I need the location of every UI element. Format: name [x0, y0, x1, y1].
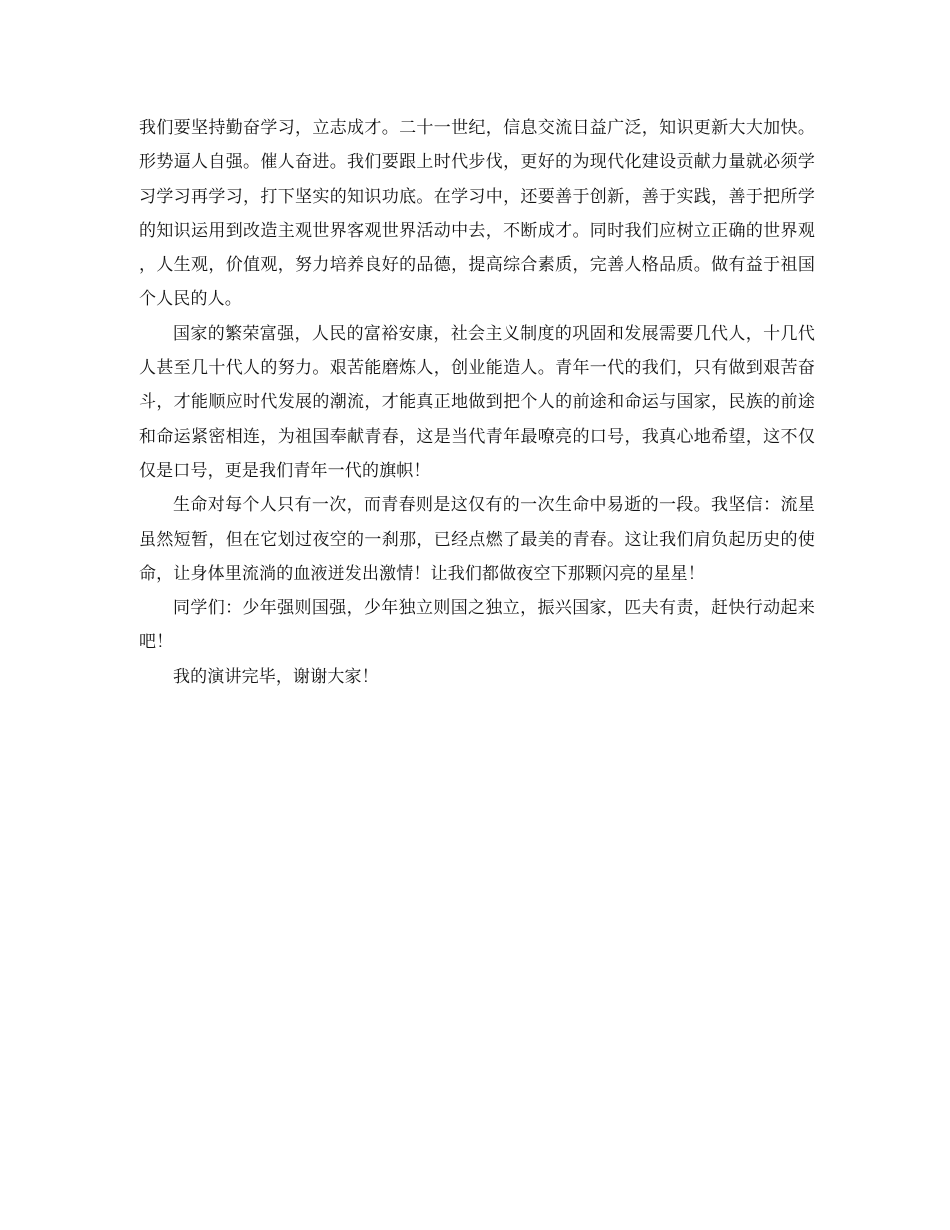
paragraph-4: 同学们：少年强则国强，少年独立则国之独立，振兴国家，匹夫有责，赶快行动起来吧！: [139, 598, 815, 653]
paragraph-5: 我的演讲完毕，谢谢大家！: [173, 666, 379, 687]
document-body: [139, 111, 815, 694]
paragraph-1: 我们要坚持勤奋学习，立志成才。二十一世纪，信息交流日益广泛，知识更新大大加快。形势逼人自强。催人奋进。我们要跟上时代步伐，更好的为现代化建设贡献力量就必须学习学习再学习，打下坚实的知识功底。在学习中，还要善于创新，善于实践，善于把所学的知识运用到改造主观世界客观世界活动中去，不断成才。同时我们应树立正确的世界观，人生观，价值观，努力培养良好的品德，提高综合素质，完善人格品质。做有益于祖国个人民的人。: [139, 118, 815, 310]
paragraph-2: 国家的繁荣富强，人民的富裕安康，社会主义制度的巩固和发展需要几代人，十几代人甚至几十代人的努力。艰苦能磨炼人，创业能造人。青年一代的我们，只有做到艰苦奋斗，才能顺应时代发展的潮流，才能真正地做到把个人的前途和命运与国家，民族的前途和命运紧密相连，为祖国奉献青春，这是当代青年最嘹亮的口号，我真心地希望，这不仅仅是口号，更是我们青年一代的旗帜！: [139, 323, 815, 481]
paragraph-3: 生命对每个人只有一次，而青春则是这仅有的一次生命中易逝的一段。我坚信：流星虽然短暂，但在它划过夜空的一刹那，已经点燃了最美的青春。这让我们肩负起历史的使命，让身体里流淌的血液迸发出激情！让我们都做夜空下那颗闪亮的星星！: [139, 495, 815, 584]
